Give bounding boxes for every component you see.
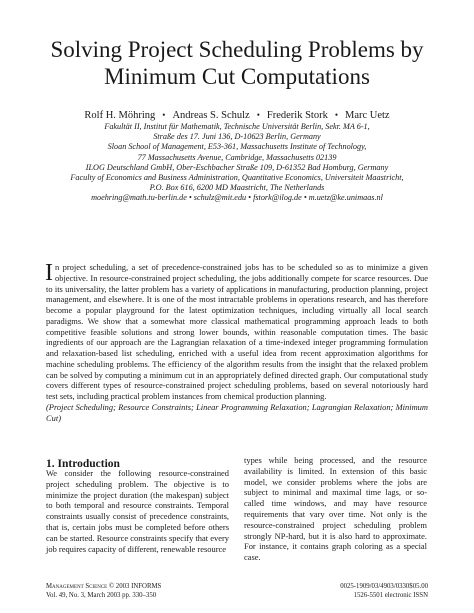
text-column-right [244,455,427,563]
issn-electronic: 1526-5501 electronic ISSN [353,591,428,599]
affiliation-line: ILOG Deutschland GmbH, Ober-Eschbacher Straße 109, D-61352 Bad Homburg, Germany [85,162,389,172]
abstract-body [46,262,428,402]
author-list [0,109,474,122]
author-name: Andreas S. Schulz [172,110,250,121]
issn-print: 0025-1909/03/4903/0330$05.00 [340,583,428,590]
paragraph: We consider the following resource-constrained project scheduling problem. The objective is to minimize the project duration (the makespan) subject to both temporal and resource constraints. Temporal constraints usually consist of precedence constraints, that is, certain jobs must be completed before others can be started. Resource constraints specify that every job requires capacity of different, renewable resource [46,468,229,554]
abstract-keywords: (Project Scheduling; Resource Constraints; Linear Programming Relaxation; Lagrangian Relaxation; Minimum Cut) [46,401,428,423]
affiliation-line: Straße des 17. Juni 136, D-10623 Berlin, Germany [153,132,321,142]
issn-footer [340,583,428,600]
paragraph: types while being processed, and the resource availability is limited. In extension of this basic model, we consider problems where the jobs are subject to minimal and maximal time lags, or so-called time windows, and may have resource requirements that vary over time. Not only is the resource-constrained project scheduling problem strongly NP-hard, but it is also hard to approximate. For instance, it contains graph coloring as a special case. [244,455,427,563]
text-column-left [46,468,229,554]
abstract-text: n project scheduling, a set of precedence-constrained jobs has to be scheduled so as to minimize a given objective. In resource-constrained project scheduling, the jobs additionally compete for scarce resources. Due to its universality, the latter problem has a variety of applications in manufacturing, production planning, project management, and elsewhere. It is one of the most intractable problems in operations research, and has therefore become a popular playground for the latest optimization techniques, including virtually all local search paradigms. We show that a somewhat more classical mathematical programming approach leads to both competitive feasible solutions and strong lower bounds, within reasonable computation times. The basic ingredients of our approach are the Lagrangian relaxation of a time-indexed integer programming formulation and relaxation-based list scheduling, enriched with a useful idea from recent approximation algorithms for machine scheduling problems. The efficiency of the algorithm results from the insight that the relaxed problem can be solved by computing a minimum cut in an appropriately defined directed graph. Our computational study covers different types of resource-constrained project scheduling problems, based on several notoriously hard test sets, including practical problem instances from chemical production planning. [46,262,428,401]
affiliation-line: Fakultät II, Institut für Mathematik, Technische Universität Berlin, Sekr. MA 6-1, [104,122,370,131]
affiliation-line: P.O. Box 616, 6200 MD Maastricht, The Netherlands [149,183,325,193]
author-emails: moehring@math.tu-berlin.de • schulz@mit.edu • fstork@ilog.de • m.uetz@ke.unimaas.nl [91,193,383,203]
title-line-2: Minimum Cut Computations [104,64,370,89]
author-name: Marc Uetz [344,110,390,121]
journal-volume: Vol. 49, No. 3, March 2003 pp. 330–350 [46,591,157,599]
author-separator: • [162,110,166,120]
section-heading: 1. Introduction [46,458,120,470]
author-separator: • [334,110,338,120]
abstract-dropcap: I [45,260,53,286]
journal-footer [46,583,161,600]
affiliation-line: Faculty of Economics and Business Administration, Quantitative Economics, Universiteit Maastricht, [70,173,404,183]
paper-title [0,36,474,90]
title-line-1: Solving Project Scheduling Problems by [50,37,424,62]
affiliations [0,122,474,204]
affiliation-line: Sloan School of Management, E53-361, Massachusetts Institute of Technology, [107,142,367,152]
abstract [46,262,428,423]
journal-name: Management Science © 2003 INFORMS [46,583,162,590]
author-separator: • [256,110,260,120]
affiliation-line: 77 Massachusetts Avenue, Cambridge, Massachusetts 02139 [137,152,337,162]
author-name: Rolf H. Möhring [84,110,156,121]
author-name: Frederik Stork [266,110,328,121]
